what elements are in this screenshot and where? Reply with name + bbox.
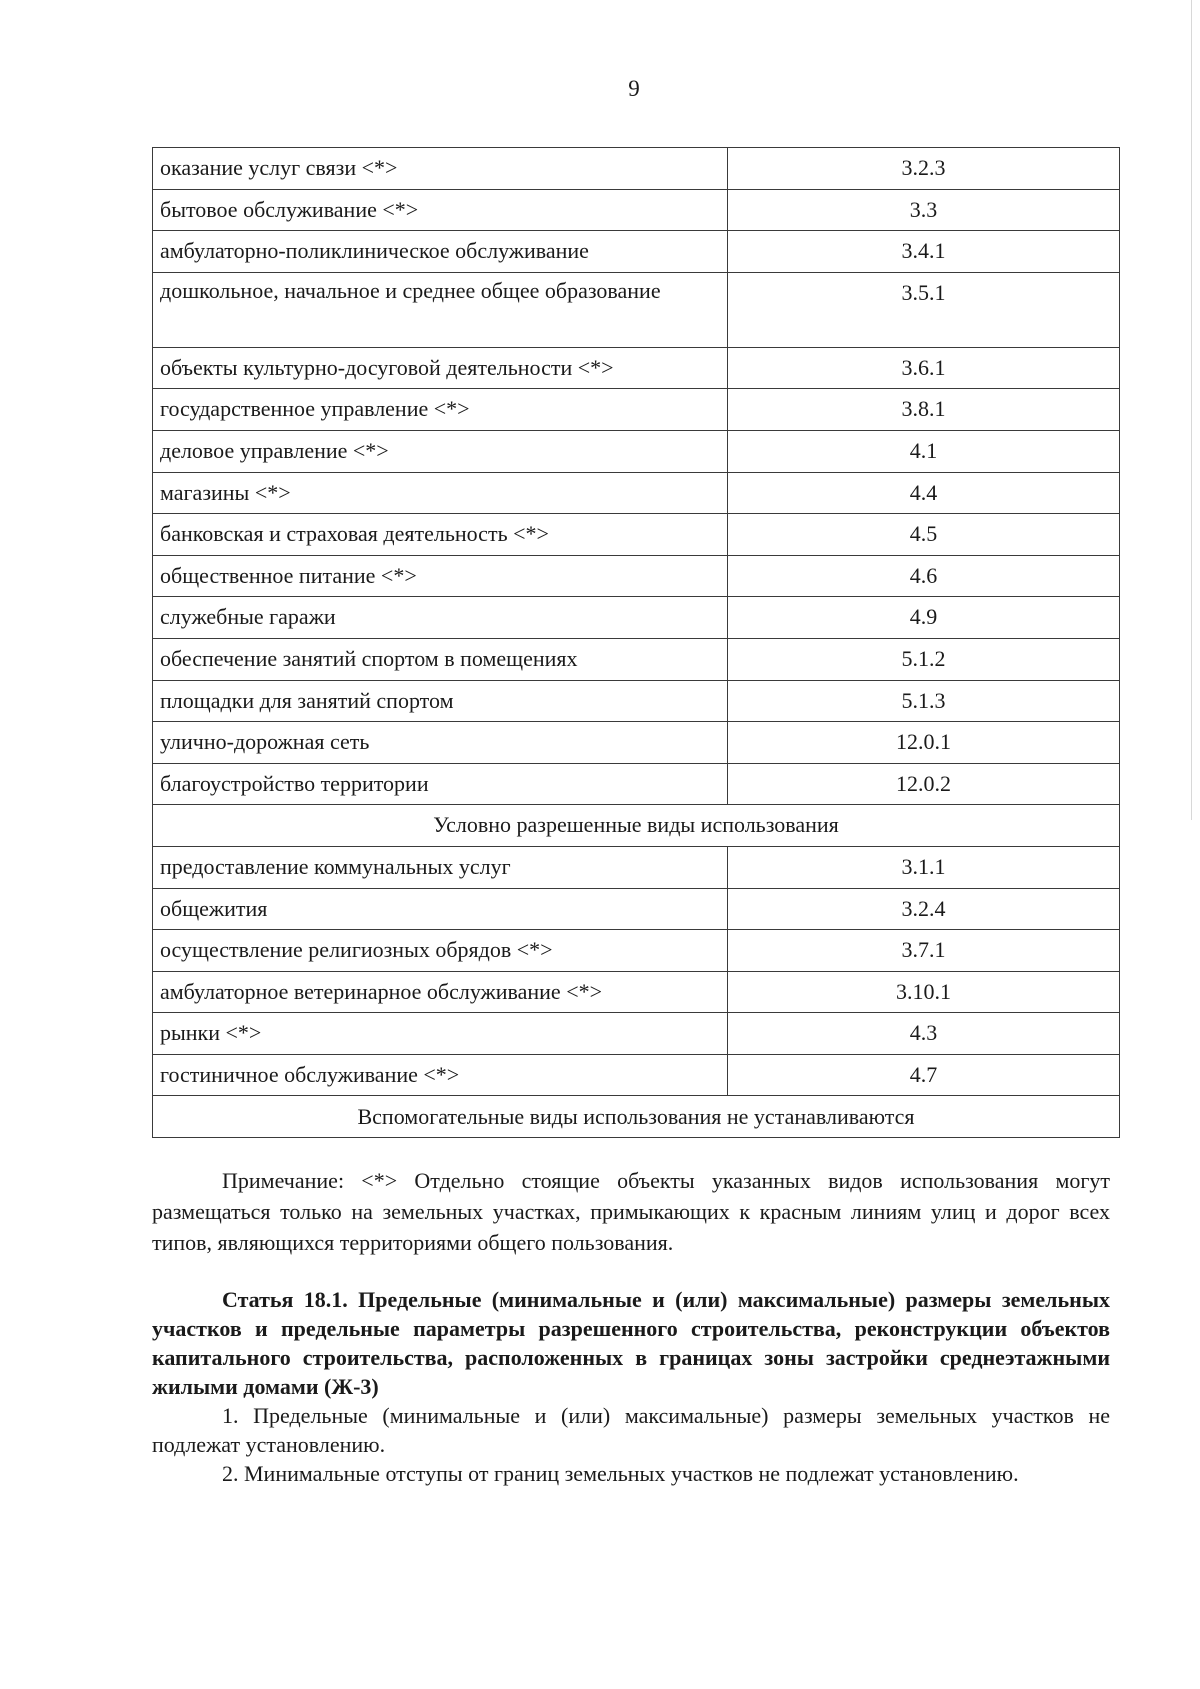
- use-code: 3.8.1: [728, 389, 1120, 431]
- use-name: осуществление религиозных обрядов <*>: [153, 930, 728, 972]
- table-row: [153, 514, 1120, 556]
- table-row: [153, 189, 1120, 231]
- footnote-text: Примечание: <*> Отдельно стоящие объекты указанных видов использования могут размещаться только на земельных участках, примыкающих к красным линиям улиц и дорог всех типов, являющихся территориями общего пользования.: [152, 1168, 1110, 1255]
- section-row: [153, 805, 1120, 847]
- table-row: [153, 389, 1120, 431]
- use-name: амбулаторное ветеринарное обслуживание <*>: [153, 971, 728, 1013]
- use-code: 4.4: [728, 472, 1120, 514]
- table-row: [153, 430, 1120, 472]
- page-number: 9: [628, 76, 640, 101]
- table-row: [153, 888, 1120, 930]
- use-code: 4.9: [728, 597, 1120, 639]
- use-code: 12.0.2: [728, 763, 1120, 805]
- conditional-uses-header: Условно разрешенные виды использования: [153, 805, 1120, 847]
- table-row: [153, 272, 1120, 347]
- table-row: [153, 1013, 1120, 1055]
- article-paragraph: 1. Предельные (минимальные и (или) максимальные) размеры земельных участков не подлежат установлению.: [152, 1403, 1110, 1457]
- use-name: обеспечение занятий спортом в помещениях: [153, 638, 728, 680]
- use-code: 3.1.1: [728, 846, 1120, 888]
- use-code: 4.3: [728, 1013, 1120, 1055]
- footnote: [152, 1165, 1110, 1258]
- use-code: 3.10.1: [728, 971, 1120, 1013]
- use-code: 5.1.3: [728, 680, 1120, 722]
- auxiliary-uses-note: Вспомогательные виды использования не устанавливаются: [153, 1096, 1120, 1138]
- use-code: 3.5.1: [728, 272, 1120, 347]
- use-name: деловое управление <*>: [153, 430, 728, 472]
- use-name: магазины <*>: [153, 472, 728, 514]
- use-code: 12.0.1: [728, 722, 1120, 764]
- use-code: 3.4.1: [728, 231, 1120, 273]
- use-name: общежития: [153, 888, 728, 930]
- use-code: 3.3: [728, 189, 1120, 231]
- use-name: бытовое обслуживание <*>: [153, 189, 728, 231]
- use-code: 4.5: [728, 514, 1120, 556]
- table-row: [153, 680, 1120, 722]
- table-row: [153, 846, 1120, 888]
- use-code: 3.2.3: [728, 148, 1120, 190]
- page-edge-line: [1191, 0, 1192, 820]
- use-code: 4.1: [728, 430, 1120, 472]
- use-code: 3.7.1: [728, 930, 1120, 972]
- article-section: [152, 1285, 1110, 1488]
- table-row: [153, 472, 1120, 514]
- use-name: улично-дорожная сеть: [153, 722, 728, 764]
- table-row: [153, 638, 1120, 680]
- use-name: служебные гаражи: [153, 597, 728, 639]
- table-row: [153, 971, 1120, 1013]
- use-code: 3.6.1: [728, 347, 1120, 389]
- table-row: [153, 597, 1120, 639]
- use-name: амбулаторно-поликлиническое обслуживание: [153, 231, 728, 273]
- use-name: дошкольное, начальное и среднее общее образование: [153, 272, 728, 347]
- use-code: 4.6: [728, 555, 1120, 597]
- table-row: [153, 1054, 1120, 1096]
- use-name: оказание услуг связи <*>: [153, 148, 728, 190]
- table-row: [153, 763, 1120, 805]
- table-row: [153, 231, 1120, 273]
- table-row: [153, 148, 1120, 190]
- use-name: площадки для занятий спортом: [153, 680, 728, 722]
- land-use-table: [152, 147, 1120, 1138]
- use-name: рынки <*>: [153, 1013, 728, 1055]
- table-row: [153, 347, 1120, 389]
- article-paragraph: 2. Минимальные отступы от границ земельных участков не подлежат установлению.: [222, 1461, 1019, 1486]
- table-row: [153, 930, 1120, 972]
- use-name: объекты культурно-досуговой деятельности <*>: [153, 347, 728, 389]
- use-name: общественное питание <*>: [153, 555, 728, 597]
- use-code: 5.1.2: [728, 638, 1120, 680]
- table-row: [153, 722, 1120, 764]
- use-name: предоставление коммунальных услуг: [153, 846, 728, 888]
- use-code: 3.2.4: [728, 888, 1120, 930]
- use-name: государственное управление <*>: [153, 389, 728, 431]
- use-name: гостиничное обслуживание <*>: [153, 1054, 728, 1096]
- table-row: [153, 555, 1120, 597]
- article-title: Статья 18.1. Предельные (минимальные и (или) максимальные) размеры земельных участков и предельные параметры разрешенного строительства, реконструкции объектов капитального строительства, расположенных в границах зоны застройки среднеэтажными жилыми домами (Ж-3): [152, 1287, 1110, 1399]
- use-name: банковская и страховая деятельность <*>: [153, 514, 728, 556]
- use-name: благоустройство территории: [153, 763, 728, 805]
- section-row: [153, 1096, 1120, 1138]
- use-code: 4.7: [728, 1054, 1120, 1096]
